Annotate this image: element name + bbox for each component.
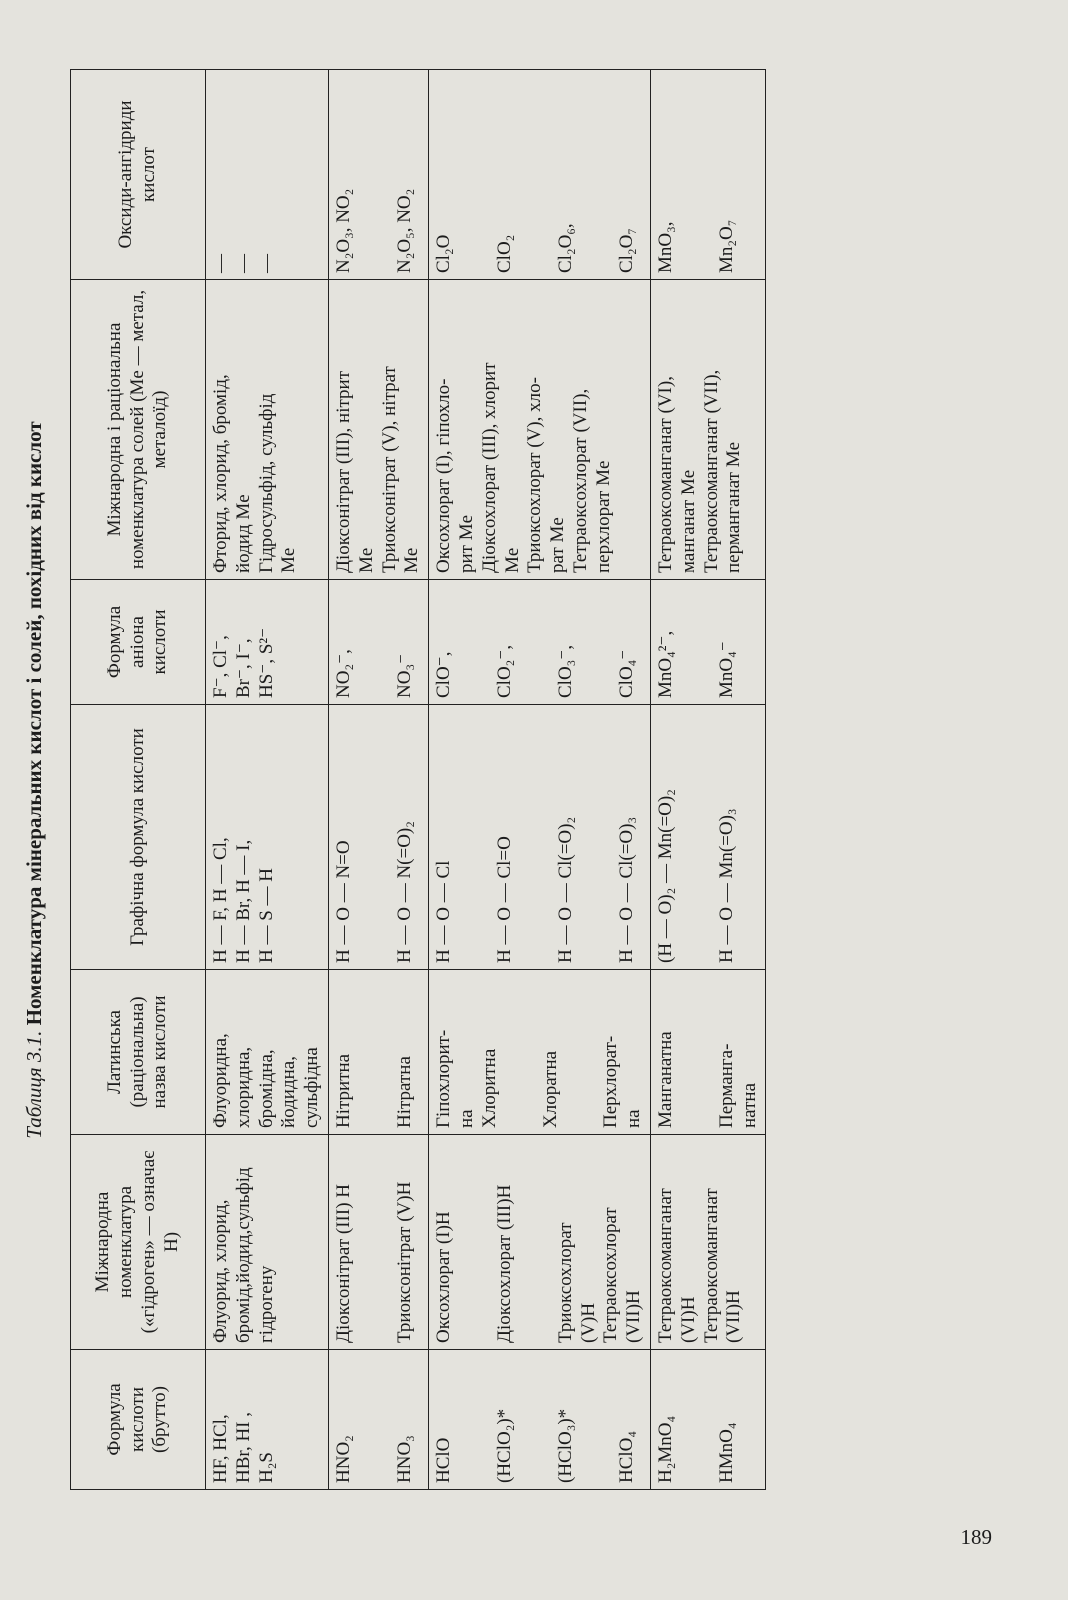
cell-oxide [429,70,651,280]
cell-gap [456,1356,494,1483]
cell-intl [328,1135,428,1350]
cell-gap [517,1141,555,1343]
header-cell: Оксиди-ангідриди кислот [71,70,206,280]
cell-line: (V)H [577,1302,599,1343]
cell-oxide [328,70,428,280]
cell-line: Манганатна [654,1031,676,1128]
cell-line: Діоксонітрат (III) H [332,1183,354,1343]
cell-line: (HClO₂)* [493,1408,515,1483]
cell-line: Me [355,547,377,573]
cell-line: HF, HCl, [210,1414,231,1483]
cell-line: Триоксонітрат (V)H [393,1181,415,1343]
cell-line: бромід,йодид,сульфід [232,1167,254,1343]
cell-gap [578,711,616,963]
cell-line: — [255,254,277,273]
cell-line: на [455,1109,477,1128]
header-cell: Латинська (раціональна) назва кислоти [71,970,206,1135]
cell-line: Тетраоксоманганат [654,1188,676,1343]
cell-anion [650,580,765,705]
table-header-row [71,70,206,1490]
cell-gap [356,76,394,273]
cell-line: Перманга- [715,1043,737,1128]
cell-gap [502,976,540,1128]
cell-gap [517,1356,555,1483]
cell-gap [356,1141,394,1343]
cell-formula [429,1350,651,1490]
cell-line: Діоксохлорат (III), хлорит [478,362,500,573]
cell-line: — [232,254,254,273]
cell-gap [678,586,716,698]
table-row [650,70,765,1490]
cell-line: Гіпохлорит- [433,1029,455,1128]
table-caption [22,110,47,1450]
table-row [328,70,428,1490]
cell-line: Хлоритна [478,1048,500,1128]
cell-gap [356,976,394,1128]
cell-line: на [623,1109,645,1128]
table-body [206,70,766,1490]
cell-gap [562,976,600,1128]
cell-gap [456,586,494,698]
cell-formula [328,1350,428,1490]
cell-line: хлоридна, [232,1046,254,1128]
cell-gap [678,1356,716,1483]
cell-line: N₂O₅, NO₂ [393,188,415,273]
cell-line: Cl₂O₆, [554,223,576,273]
cell-gap [356,711,394,963]
cell-line: MnO₄⁻ [715,641,737,698]
cell-latin [429,970,651,1135]
cell-line: HBr, HI , [232,1411,254,1483]
cell-line: H₂MnO₄ [654,1415,676,1483]
nomenclature-table [70,69,766,1490]
cell-line: HClO [433,1437,455,1483]
cell-line: Me [401,547,423,573]
cell-line: NO₂⁻, [332,649,354,698]
cell-gap [356,1356,394,1483]
cell-salt [429,280,651,580]
cell-line: ClO₄⁻ [615,649,637,698]
cell-line: HMnO₄ [715,1422,737,1483]
cell-line: бромідна, [255,1049,277,1128]
cell-line: рат Me [547,517,569,573]
cell-line: HClO₄ [615,1430,637,1483]
cell-line: йодид Me [232,494,254,573]
cell-gap [678,76,716,273]
cell-gap [578,76,616,273]
caption-prefix: Таблиця 3.1. [22,1030,46,1139]
cell-line: Тетраоксохлорат (VII), [569,388,591,573]
cell-line: Флуоридна, [210,1033,231,1128]
cell-line: H₂S [255,1452,277,1483]
cell-gap [456,711,494,963]
cell-gap [517,76,555,273]
cell-line: Нітратна [393,1056,415,1128]
cell-line: H — S — H [255,867,277,963]
cell-graphic [429,705,651,970]
header-cell: Формула аніона кислоти [71,580,206,705]
cell-line: NO₃⁻ [393,653,415,698]
cell-line: Me [278,547,300,573]
cell-line: Діоксонітрат (III), нітрит [332,371,354,573]
cell-line: Cl₂O₇ [615,228,637,273]
cell-oxide [650,70,765,280]
header-cell: Графічна формула кислоти [71,705,206,970]
cell-line: гідрогену [255,1265,277,1343]
cell-line: Триоксохлорат [554,1222,576,1343]
cell-line: H — O — Mn(=O)₃ [715,808,737,963]
cell-latin [650,970,765,1135]
cell-line: Тетраоксоманганат (VI), [654,376,676,573]
table-row [429,70,651,1490]
cell-intl [206,1135,329,1350]
cell-line: Триоксохлорат (V), хло- [524,377,546,573]
cell-line: перхлорат Me [592,460,614,573]
header-cell: Міжнародна і раціональна номенклатура солей (Me — метал, металоїд) [71,280,206,580]
cell-graphic [328,705,428,970]
cell-line: H — O — Cl=O [493,836,515,963]
cell-line: F⁻, Cl⁻, [210,635,231,698]
cell-line: H — O — Cl(=O)₃ [615,816,637,963]
cell-line: Тетраоксоманганат [700,1188,722,1343]
cell-anion [206,580,329,705]
cell-line: Оксохлорат (I), гіпохло- [433,378,455,573]
cell-line: Br⁻, I⁻, [232,638,254,698]
cell-oxide [206,70,329,280]
cell-graphic [206,705,329,970]
cell-line: MnO₄²⁻, [654,630,676,698]
cell-anion [328,580,428,705]
cell-gap [356,586,394,698]
cell-anion [429,580,651,705]
cell-salt [328,280,428,580]
cell-line: H — Br, H — I, [232,839,254,963]
cell-formula [206,1350,329,1490]
cell-line: Перхлорат- [600,1035,622,1128]
cell-formula [650,1350,765,1490]
cell-line: N₂O₃, NO₂ [332,188,354,273]
cell-line: MnO₃, [654,221,676,273]
cell-salt [650,280,765,580]
cell-line: Флуорид, хлорид, [210,1199,231,1343]
cell-salt [206,280,329,580]
cell-latin [328,970,428,1135]
cell-line: Нітритна [332,1053,354,1128]
cell-line: Тетраоксоманганат (VII), [700,369,722,573]
cell-line: Me [501,547,523,573]
header-cell: Формула кислоти (брутто) [71,1350,206,1490]
cell-line: H — F, H — Cl, [210,837,231,963]
cell-line: — [210,254,231,273]
cell-gap [678,711,716,963]
cell-line: Триоксонітрат (V), нітрат [378,366,400,573]
cell-line: (VII)H [723,1290,745,1343]
cell-graphic [650,705,765,970]
caption-title: Номенклатура мінеральних кислот і солей, похідних від кислот [22,421,46,1026]
cell-line: H — O — N=O [332,840,354,963]
cell-line: Хлоратна [539,1050,561,1128]
cell-line: (VII)H [623,1290,645,1343]
cell-line: H — O — N(=O)₂ [393,821,415,963]
cell-line: Cl₂O [433,234,455,273]
cell-line: (H — O)₂ — Mn(=O)₂ [654,789,676,963]
cell-line: ClO⁻, [433,651,455,698]
page-number: 189 [960,1525,992,1549]
cell-line: H — O — Cl(=O)₂ [554,816,576,963]
header-cell: Міжнародна номенклатура («гідроген» — означає Н) [71,1135,206,1350]
cell-line: Діоксохлорат (III)H [493,1184,515,1343]
cell-latin [206,970,329,1135]
table-row [206,70,329,1490]
cell-line: HNO₂ [332,1435,354,1483]
cell-line: сульфідна [301,1047,323,1128]
cell-line: ClO₂⁻, [493,644,515,698]
cell-line: ClO₃⁻, [554,644,576,698]
cell-line: (HClO₃)* [554,1408,576,1483]
cell-line: Оксохлорат (I)H [433,1211,455,1343]
cell-line: (VI)H [677,1296,699,1343]
cell-line: натна [738,1082,760,1128]
cell-line: Гідросульфід, сульфід [255,393,277,573]
cell-gap [578,586,616,698]
cell-line: рит Me [455,514,477,573]
cell-intl [650,1135,765,1350]
cell-line: HS⁻, S²⁻ [255,627,277,698]
cell-gap [456,76,494,273]
cell-line: Тетраоксохлорат [600,1207,622,1343]
cell-gap [517,711,555,963]
cell-line: перманганат Me [723,441,745,573]
cell-line: HNO₃ [393,1435,415,1483]
cell-line: ClO₂ [493,234,515,273]
cell-line: йодидна, [278,1056,300,1128]
cell-gap [578,1356,616,1483]
cell-line: H — O — Cl [433,860,455,963]
cell-line: манганат Me [677,469,699,573]
cell-gap [678,976,716,1128]
cell-line: Фторид, хлорид, бромід, [210,374,231,573]
cell-intl [429,1135,651,1350]
cell-gap [517,586,555,698]
cell-line: Mn₂O₇ [715,219,737,273]
cell-gap [456,1141,494,1343]
